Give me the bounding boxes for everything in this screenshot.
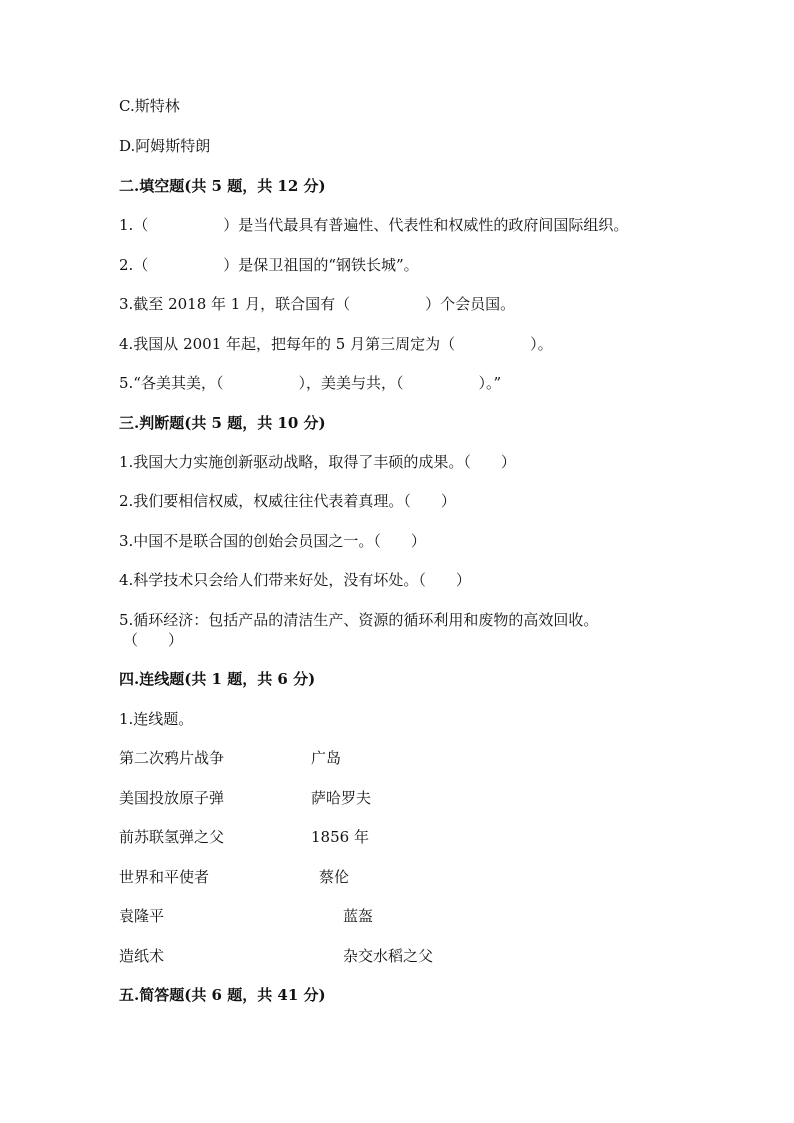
match-left-item: 袁隆平 (119, 907, 165, 925)
section-4-heading: 四.连线题(共 1 题，共 6 分) (119, 670, 316, 688)
match-right-item: 萨哈罗夫 (311, 789, 372, 807)
judge-question-4: 4.科学技术只会给人们带来好处，没有坏处。（ ） (119, 571, 471, 589)
fill-question-3: 3.截至 2018 年 1 月，联合国有（ ）个会员国。 (119, 295, 516, 313)
match-right-item: 1856 年 (311, 828, 369, 846)
option-d: D.阿姆斯特朗 (119, 137, 211, 155)
match-left-item: 美国投放原子弹 (119, 789, 225, 807)
match-question-1: 1.连线题。 (119, 710, 194, 728)
fill-question-1: 1.（ ）是当代最具有普遍性、代表性和权威性的政府间国际组织。 (119, 216, 629, 234)
section-3-heading: 三.判断题(共 5 题，共 10 分) (119, 414, 326, 432)
match-right-item: 广岛 (311, 749, 342, 767)
match-left-item: 前苏联氢弹之父 (119, 828, 225, 846)
match-right-item: 蓝盔 (343, 907, 374, 925)
judge-question-3: 3.中国不是联合国的创始会员国之一。（ ） (119, 532, 426, 550)
match-right-item: 蔡伦 (319, 868, 350, 886)
judge-question-5-answer-blank: （ ） (123, 631, 184, 649)
judge-question-1: 1.我国大力实施创新驱动战略，取得了丰硕的成果。（ ） (119, 453, 516, 471)
fill-question-2: 2.（ ）是保卫祖国的“钢铁长城”。 (119, 256, 419, 274)
judge-question-5: 5.循环经济：包括产品的清洁生产、资源的循环利用和废物的高效回收。 (119, 611, 599, 629)
match-left-item: 造纸术 (119, 947, 165, 965)
section-2-heading: 二.填空题(共 5 题，共 12 分) (119, 177, 326, 195)
fill-question-4: 4.我国从 2001 年起，把每年的 5 月第三周定为（ ）。 (119, 335, 553, 353)
fill-question-5: 5.“各美其美，（ ），美美与共，（ ）。” (119, 374, 502, 392)
match-left-item: 世界和平使者 (119, 868, 210, 886)
match-left-item: 第二次鸦片战争 (119, 749, 225, 767)
section-5-heading: 五.简答题(共 6 题，共 41 分) (119, 986, 326, 1004)
option-c: C.斯特林 (119, 97, 180, 115)
judge-question-2: 2.我们要相信权威，权威往往代表着真理。（ ） (119, 492, 456, 510)
match-right-item: 杂交水稻之父 (343, 947, 434, 965)
